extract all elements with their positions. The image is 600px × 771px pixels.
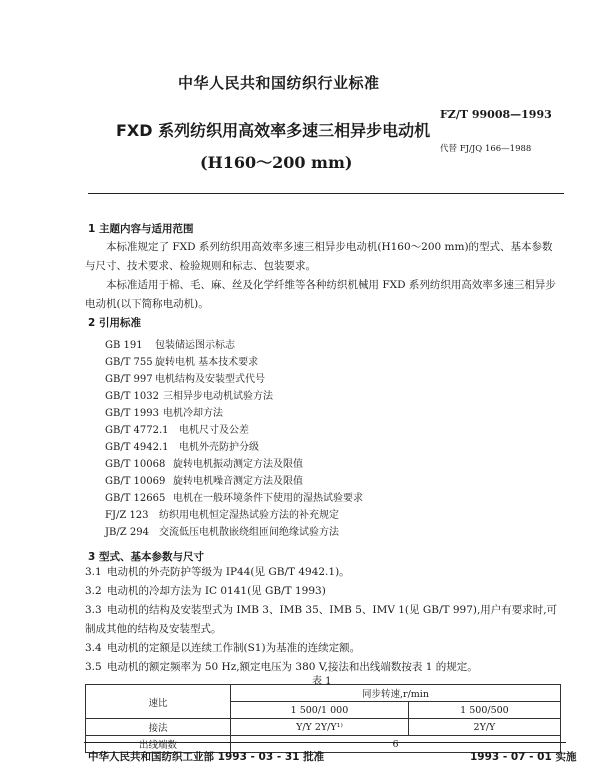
reference-name: 电机冷却方法 [163, 408, 223, 419]
section-1-paragraph-2: 本标准适用于棉、毛、麻、丝及化学纤维等各种纺织机械用 FXD 系列纺织用高效率多速三相异步电动机(以下简称电动机)。 [85, 279, 556, 310]
reference-item [105, 457, 303, 472]
reference-name: 电机在一般环境条件下使用的湿热试验要求 [173, 493, 363, 504]
reference-code: GB/T 755 [105, 357, 153, 368]
reference-code: GB/T 1993 [105, 408, 160, 419]
reference-item [105, 508, 339, 523]
speed-ratio-label: 速比 [86, 685, 231, 719]
reference-code: GB/T 4942.1 [105, 442, 169, 453]
reference-code: GB 191 [105, 340, 143, 351]
reference-code: JB/Z 294 [105, 527, 149, 538]
clause-text: 电动机的定额是以连续工作制(S1)为基准的连续定额。 [107, 642, 361, 654]
reference-code: GB/T 10068 [105, 459, 166, 470]
reference-name: 纺织用电机恒定湿热试验方法的补充规定 [159, 510, 339, 521]
effective-date: 1993 - 07 - 01 实施 [470, 751, 577, 763]
table-row [86, 719, 561, 736]
clause-number: 3.1 [85, 566, 102, 578]
section-1-paragraph-1: 本标准规定了 FXD 系列纺织用高效率多速三相异步电动机(H160～200 mm)的型式、基本参数与尺寸、技术要求、检验规则和标志、包装要求。 [85, 241, 553, 272]
document-title: FXD 系列纺织用高效率多速三相异步电动机 [116, 121, 431, 140]
reference-code: GB/T 997 [105, 374, 153, 385]
reference-item [105, 525, 339, 540]
speed-value-b: 1 500/500 [408, 702, 560, 719]
reference-name: 交流低压电机散嵌绕组匝间绝缘试验方法 [159, 527, 339, 538]
clause-3-4 [85, 639, 565, 658]
reference-code: GB/T 4772.1 [105, 425, 169, 436]
section-3-title: 3 型式、基本参数与尺寸 [88, 551, 204, 563]
standard-category: 中华人民共和国纺织行业标准 [178, 74, 380, 92]
header-divider [88, 193, 564, 194]
reference-item [105, 406, 223, 421]
reference-name: 旋转电机 基本技术要求 [155, 357, 259, 368]
approval-line: 中华人民共和国纺织工业部 1993 - 03 - 31 批准 [88, 751, 325, 763]
reference-code: GB/T 12665 [105, 493, 166, 504]
reference-item [105, 474, 303, 489]
reference-item [105, 338, 235, 353]
clause-3-2 [85, 582, 565, 601]
reference-name: 电机结构及安装型式代号 [155, 374, 265, 385]
table-row [86, 685, 561, 702]
reference-item [105, 491, 363, 506]
reference-name: 电机外壳防护分级 [179, 442, 259, 453]
clause-number: 3.2 [85, 585, 102, 597]
reference-code: FJ/Z 123 [105, 510, 149, 521]
standard-code: FZ/T 99008—1993 [440, 108, 552, 121]
clause-text: 电动机的额定频率为 50 Hz,额定电压为 380 V,接法和出线端数按表 1 的规定。 [107, 661, 478, 673]
reference-code: GB/T 10069 [105, 476, 166, 487]
reference-item [105, 372, 265, 387]
clause-number: 3.5 [85, 661, 102, 673]
clause-text: 电动机的冷却方法为 IC 0141(见 GB/T 1993) [107, 585, 326, 597]
replaces-note: 代替 FJ/JQ 166—1988 [440, 144, 532, 154]
terminals-value: 6 [231, 736, 561, 753]
document-subtitle: (H160～200 mm) [200, 153, 353, 172]
section-1-title: 1 主题内容与适用范围 [88, 223, 194, 235]
reference-name: 旋转电机噪音测定方法及限值 [173, 476, 303, 487]
connection-value-b: 2Y/Y [408, 719, 560, 736]
sync-speed-header: 同步转速,r/min [231, 685, 561, 702]
section-2-title: 2 引用标准 [88, 317, 141, 329]
reference-name: 电机尺寸及公差 [179, 425, 249, 436]
reference-item [105, 355, 258, 370]
clause-text: 电动机的结构及安装型式为 IMB 3、IMB 35、IMB 5、IMV 1(见 GB/T 997),用户有要求时,可制成其他的结构及安装型式。 [85, 604, 558, 635]
reference-name: 包装储运图示标志 [155, 340, 235, 351]
reference-code: GB/T 1032 [105, 391, 160, 402]
reference-item [105, 389, 273, 404]
reference-item [105, 423, 249, 438]
reference-name: 旋转电机振动测定方法及限值 [173, 459, 303, 470]
clause-3-1 [85, 563, 565, 582]
table-caption: 表 1 [312, 676, 332, 687]
connection-label: 接法 [86, 719, 231, 736]
reference-item [105, 440, 259, 455]
clause-number: 3.4 [85, 642, 102, 654]
clause-number: 3.3 [85, 604, 102, 616]
terminals-label: 出线端数 [86, 736, 231, 753]
clause-text: 电动机的外壳防护等级为 IP44(见 GB/T 4942.1)。 [107, 566, 350, 578]
clause-3-3 [85, 601, 565, 639]
connection-value-a: Y/Y 2Y/Y¹⁾ [231, 719, 409, 736]
footer-divider [84, 742, 566, 743]
speed-value-a: 1 500/1 000 [231, 702, 409, 719]
reference-name: 三相异步电动机试验方法 [163, 391, 273, 402]
